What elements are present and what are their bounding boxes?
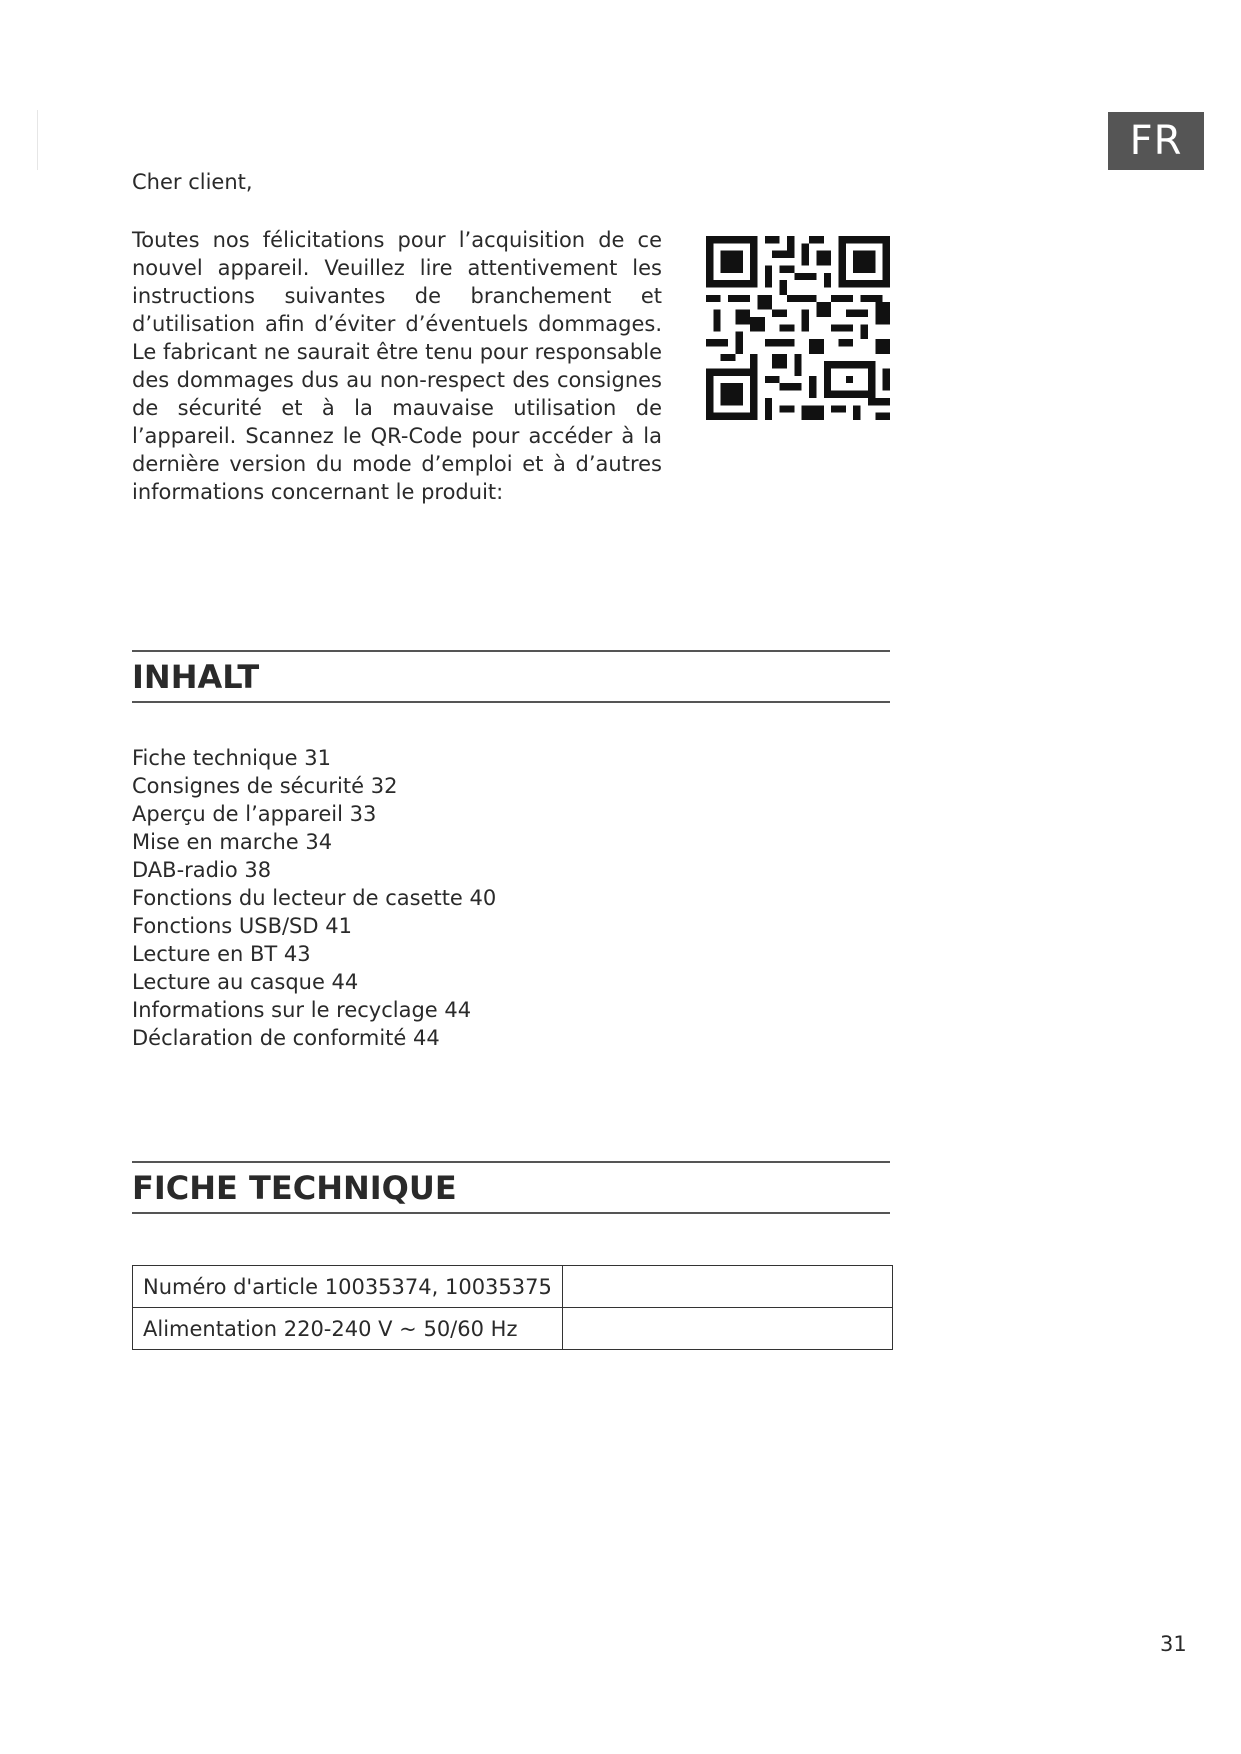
contents-bottom-rule [132, 701, 890, 703]
spec-label: Numéro d'article 10035374, 10035375 [133, 1266, 563, 1308]
toc-item[interactable]: Mise en marche 34 [132, 830, 333, 854]
toc-item[interactable]: Lecture au casque 44 [132, 970, 359, 994]
toc-item[interactable]: Consignes de sécurité 32 [132, 774, 398, 798]
toc-item[interactable]: DAB-radio 38 [132, 858, 272, 882]
toc-item[interactable]: Informations sur le recyclage 44 [132, 998, 472, 1022]
specs-table [132, 1265, 893, 1350]
toc-item[interactable]: Fiche technique 31 [132, 746, 331, 770]
greeting: Cher client, [132, 170, 253, 194]
intro-paragraph: Toutes nos félicitations pour l’acquisition de ce nouvel appareil. Veuillez lire attentivement les instructions suivantes de branchement et d’utilisation afin d’éviter d’éventuels dommages. Le fabricant ne saurait être tenu pour responsable des dommages dus au non-respect des consignes de sécurité et à la mauvaise utilisation de l’appareil. Scannez le QR-Code pour accéder à la dernière version du mode d’emploi et à d’autres informations concernant le produit: [132, 228, 662, 504]
spec-value [562, 1308, 892, 1350]
contents-top-rule [132, 650, 890, 652]
specs-bottom-rule [132, 1212, 890, 1214]
toc-item[interactable]: Fonctions USB/SD 41 [132, 914, 352, 938]
table-of-contents [132, 744, 496, 1052]
qr-code-icon[interactable] [706, 236, 890, 420]
contents-title: INHALT [132, 658, 260, 696]
specs-top-rule [132, 1161, 890, 1163]
toc-item[interactable]: Déclaration de conformité 44 [132, 1026, 440, 1050]
table-row [133, 1266, 893, 1308]
toc-item[interactable]: Fonctions du lecteur de casette 40 [132, 886, 497, 910]
toc-item[interactable]: Aperçu de l’appareil 33 [132, 802, 377, 826]
language-badge: FR [1108, 112, 1204, 170]
toc-item[interactable]: Lecture en BT 43 [132, 942, 311, 966]
spec-value [562, 1266, 892, 1308]
margin-rule [37, 110, 38, 170]
specs-title: FICHE TECHNIQUE [132, 1169, 457, 1207]
spec-label: Alimentation 220-240 V ~ 50/60 Hz [133, 1308, 563, 1350]
page-number: 31 [1160, 1632, 1187, 1656]
table-row [133, 1308, 893, 1350]
